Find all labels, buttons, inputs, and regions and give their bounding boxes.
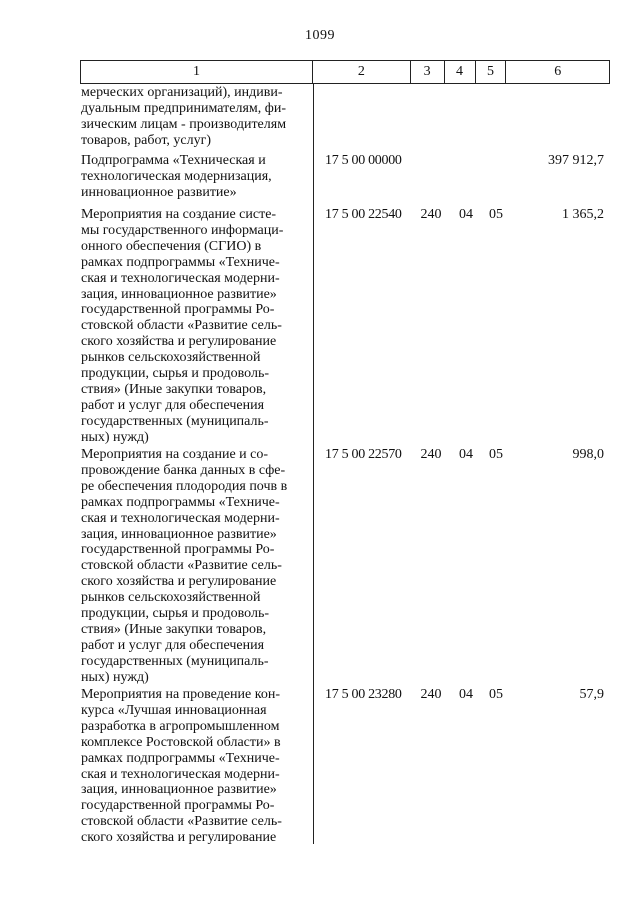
column-header-6: 6 [554, 64, 562, 79]
column-divider [313, 84, 314, 844]
row-target-code: 17 5 00 22570 [325, 447, 402, 462]
row-subsection: 05 [489, 687, 503, 702]
row-description: Мероприятия на проведение кон- курса «Лучшая инновационная разработка в агропромышленном комплексе Ростовской области» в рамках подпрограммы «Техниче- ская и технологическая модерни- зация, инновационное развитие» государственной программы Ро- стовской области «Развитие сель- ского хозяйства и регулирование [81, 687, 282, 846]
row-target-code: 17 5 00 23280 [325, 687, 402, 702]
row-amount: 57,9 [579, 687, 604, 702]
column-header-3: 3 [411, 61, 445, 83]
row-amount: 998,0 [572, 447, 604, 462]
table-header-row [80, 60, 610, 84]
row-subsection: 05 [489, 447, 503, 462]
column-header-4: 4 [445, 61, 476, 83]
column-header-5: 5 [476, 61, 507, 83]
row-amount: 397 912,7 [548, 153, 604, 168]
row-description: Мероприятия на создание систе- мы государственного информаци- онного обеспечения (СГИО) в рамках подпрограммы «Техниче- ская и технологическая модерни- зация, инновационное развитие» государственной программы Ро- стовской области «Развитие сель- ского хозяйства и регулирование рынков сельскохозяйственной продукции, сырья и продоволь- ствия» (Иные закупки товаров, работ и услуг для обеспечения государственных (муниципаль- ных) нужд) [81, 207, 284, 445]
row-description: Подпрограмма «Техническая и технологическая модернизация, инновационное развитие» [81, 153, 272, 200]
column-header-2: 2 [313, 61, 411, 83]
column-header-1: 1 [81, 61, 313, 83]
page-number: 1099 [305, 28, 335, 43]
row-description: мерческих организаций), индиви- дуальным предпринимателям, фи- зическим лицам - производителям товаров, работ, услуг) [81, 85, 287, 148]
row-expense-type: 240 [420, 447, 442, 462]
row-description: Мероприятия на создание и со- провождение банка данных в сфе- ре обеспечения плодородия почв в рамках подпрограммы «Техниче- ская и технологическая модерни- зация, инновационное развитие» государственной программы Ро- стовской области «Развитие сель- ского хозяйства и регулирование рынков сельскохозяйственной продукции, сырья и продоволь- ствия» (Иные закупки товаров, работ и услуг для обеспечения государственных (муниципаль- ных) нужд) [81, 447, 288, 685]
row-section: 04 [459, 687, 473, 702]
row-target-code: 17 5 00 00000 [325, 153, 402, 168]
row-target-code: 17 5 00 22540 [325, 207, 402, 222]
row-section: 04 [459, 447, 473, 462]
row-expense-type: 240 [420, 207, 442, 222]
row-expense-type: 240 [420, 687, 442, 702]
row-section: 04 [459, 207, 473, 222]
row-subsection: 05 [489, 207, 503, 222]
row-amount: 1 365,2 [562, 207, 604, 222]
